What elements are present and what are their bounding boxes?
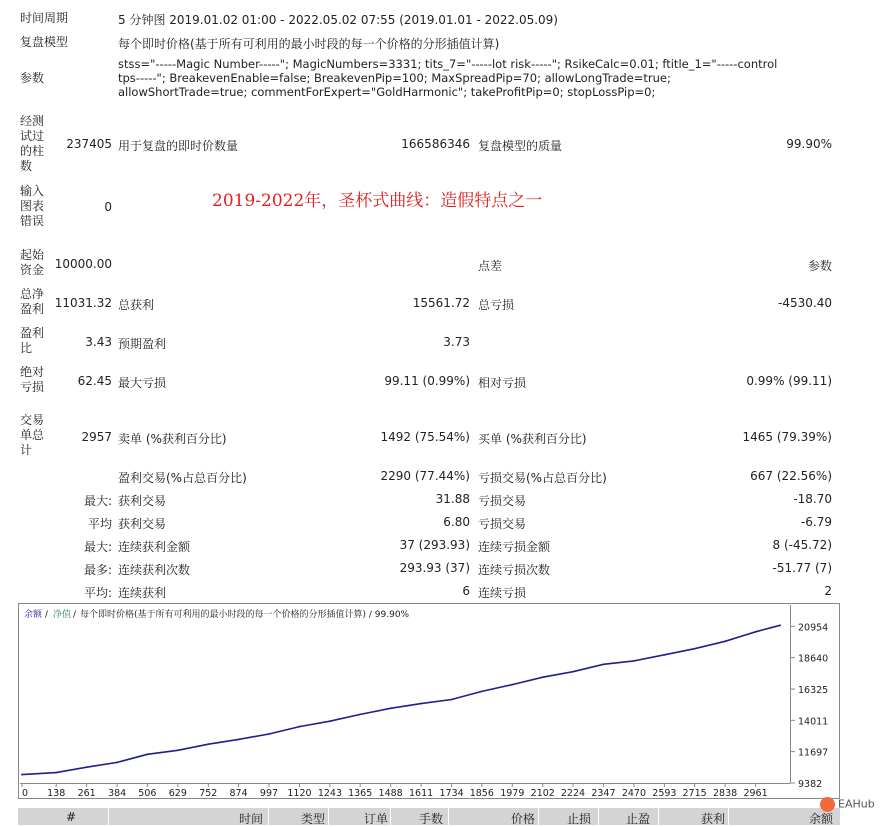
max-cons-prefix: 最大: [83, 540, 112, 554]
errors-label: 输入图表错误 [20, 184, 45, 228]
rel-dd-value: 0.99% (99.11) [746, 374, 832, 388]
x-tick-label: 2961 [743, 788, 768, 799]
net-value: 11031.32 [54, 296, 112, 310]
period-value: 5 分钟图 2019.01.02 01:00 - 2022.05.02 07:55 (2019.01.01 - 2022.05.09) [118, 13, 558, 27]
spread-label: 点差 [478, 259, 503, 273]
x-tick-label: 506 [138, 788, 157, 799]
max-cons-loss-label: 连续亏损金额 [478, 540, 551, 554]
header-separator [268, 808, 269, 825]
x-tick-label: 1734 [439, 788, 464, 799]
avg-loss-value: -6.79 [800, 515, 832, 529]
period-label: 时间周期 [20, 11, 69, 25]
bars-label: 经测试过的柱数 [20, 114, 45, 173]
avg-cons-win-label: 连续获利 [118, 586, 167, 600]
x-tick-label: 1488 [378, 788, 403, 799]
win-label: 盈利交易(%占总百分比) [118, 471, 247, 485]
gross-profit-value: 15561.72 [412, 296, 470, 310]
watermark [820, 797, 875, 812]
abs-dd-value: 62.45 [77, 374, 112, 388]
data-point [21, 774, 23, 776]
chart-frame [19, 604, 840, 799]
x-tick-label: 1120 [287, 788, 312, 799]
watermark-text: EAHub [838, 797, 875, 811]
abs-dd-label: 绝对亏损 [20, 365, 45, 394]
x-tick-label: 1611 [409, 788, 434, 799]
largest-prefix: 最大: [83, 494, 112, 508]
data-point [542, 676, 544, 678]
x-tick-label: 138 [47, 788, 66, 799]
params-value: stss="-----Magic Number-----"; MagicNumbers=3331; tits_7="-----lot risk-----"; RsikeCalc=0.01; ftitle_1="-----control tps-----"; BreakevenEnable=false; BreakevenPip=100; MaxSpreadPip=70; allowLongTrade=true; allowShortTrade=true; commentForExpert="GoldHarmonic"; takeProfitPip=0; stopLossPip=0; [118, 57, 778, 99]
header-separator [598, 808, 599, 825]
max-cons-win-label: 连续获利金额 [118, 540, 191, 554]
net-label: 总净盈利 [20, 287, 45, 316]
data-point [451, 699, 453, 701]
ticks-label: 用于复盘的即时价数量 [118, 139, 239, 153]
data-point [299, 726, 301, 728]
largest-win-label: 获利交易 [118, 494, 167, 508]
header-separator [108, 808, 109, 825]
column-header[interactable]: 时间 [238, 812, 263, 826]
quality-value: 99.90% [786, 137, 832, 151]
column-header[interactable]: 手数 [418, 812, 443, 826]
legend-balance: 余额 [24, 610, 43, 620]
largest-loss-value: -18.70 [793, 492, 832, 506]
column-header[interactable]: 止损 [566, 812, 591, 826]
max-cons-profit-value: 293.93 (37) [399, 561, 470, 575]
header-separator [390, 808, 391, 825]
x-tick-label: 1243 [317, 788, 343, 799]
trades-label: 交易单总计 [20, 413, 45, 457]
data-point [779, 624, 781, 626]
model-label: 复盘模型 [20, 35, 69, 49]
data-point [146, 753, 148, 755]
balance-chart [18, 603, 840, 799]
deposit-value: 10000.00 [54, 257, 112, 271]
trade-table-header [18, 808, 840, 825]
data-point [603, 663, 605, 665]
win-value: 2290 (77.44%) [380, 469, 470, 483]
avg-cons-loss-label: 连续亏损 [478, 586, 527, 600]
data-point [694, 648, 696, 650]
header-separator [328, 808, 329, 825]
x-tick-label: 2838 [712, 788, 738, 799]
data-point [663, 654, 665, 656]
avg-win-label: 获利交易 [118, 517, 167, 531]
payoff-label: 预期盈利 [118, 337, 167, 351]
legend-description: 每个即时价格(基于所有可利用的最小时段的每一个价格的分形插值计算) / 99.90% [80, 610, 410, 620]
chart-legend [24, 608, 410, 620]
data-point [86, 766, 88, 768]
data-point [390, 707, 392, 709]
x-tick-label: 752 [199, 788, 218, 799]
gross-loss-label: 总亏损 [478, 298, 515, 312]
data-point [116, 762, 118, 764]
y-tick-label: 14011 [798, 716, 829, 728]
errors-value: 0 [104, 200, 112, 214]
long-label: 买单 (%获利百分比) [478, 432, 587, 446]
x-tick-label: 0 [22, 788, 29, 799]
x-tick-label: 874 [229, 788, 248, 799]
model-value: 每个即时价格(基于所有可利用的最小时段的每一个价格的分形插值计算) [118, 37, 500, 51]
column-header[interactable]: 余额 [808, 812, 833, 826]
data-point [359, 713, 361, 715]
spread-value: 参数 [807, 259, 832, 273]
bars-value: 237405 [66, 137, 112, 151]
avg-cons-win-value: 6 [462, 584, 470, 598]
gross-profit-label: 总获利 [118, 298, 155, 312]
data-point [572, 671, 574, 673]
loss-value: 667 (22.56%) [750, 469, 832, 483]
legend-sep-1: / [45, 610, 49, 620]
loss-label: 亏损交易(%占总百分比) [478, 471, 607, 485]
short-label: 卖单 (%获利百分比) [118, 432, 227, 446]
gross-loss-value: -4530.40 [778, 296, 832, 310]
column-header[interactable]: 订单 [363, 812, 388, 826]
max-cons-profit-prefix: 最多: [83, 563, 112, 577]
pf-value: 3.43 [85, 335, 112, 349]
data-point [329, 720, 331, 722]
column-header[interactable]: 类型 [300, 812, 325, 826]
max-cons-lossamt-value: -51.77 (7) [772, 561, 832, 575]
max-dd-value: 99.11 (0.99%) [384, 374, 470, 388]
y-tick-label: 11697 [798, 747, 829, 759]
data-point [755, 631, 757, 633]
avg-cons-prefix: 平均: [83, 586, 112, 600]
eahub-logo-icon [820, 797, 835, 812]
x-tick-label: 997 [259, 788, 279, 799]
data-point [238, 739, 240, 741]
x-tick-label: 2347 [591, 788, 616, 799]
params-label: 参数 [20, 71, 45, 85]
data-point [268, 733, 270, 735]
avg-win-value: 6.80 [443, 515, 470, 529]
rel-dd-label: 相对亏损 [478, 376, 527, 390]
y-tick-label: 18640 [798, 653, 829, 665]
y-tick-label: 16325 [798, 685, 829, 697]
largest-loss-label: 亏损交易 [478, 494, 527, 508]
x-tick-label: 2593 [652, 788, 677, 799]
max-cons-loss-value: 8 (-45.72) [772, 538, 832, 552]
x-tick-label: 1979 [500, 788, 525, 799]
average-prefix: 平均 [87, 517, 112, 531]
legend-sep-2: / [73, 610, 77, 620]
x-tick-label: 384 [108, 788, 127, 799]
short-value: 1492 (75.54%) [380, 430, 470, 444]
long-value: 1465 (79.39%) [742, 430, 832, 444]
x-tick-label: 2470 [621, 788, 647, 799]
x-tick-label: 2715 [682, 788, 707, 799]
payoff-value: 3.73 [443, 335, 470, 349]
data-point [177, 749, 179, 751]
avg-loss-label: 亏损交易 [478, 517, 527, 531]
data-point [481, 690, 483, 692]
y-tick-label: 20954 [798, 622, 829, 634]
data-point [207, 743, 209, 745]
x-tick-label: 261 [77, 788, 96, 799]
largest-win-value: 31.88 [435, 492, 470, 506]
column-header[interactable]: 价格 [510, 812, 535, 826]
header-separator [538, 808, 539, 825]
x-tick-label: 1856 [469, 788, 494, 799]
header-separator [448, 808, 449, 825]
trades-value: 2957 [81, 430, 112, 444]
annotation-text: 2019-2022年，圣杯式曲线：造假特点之一 [212, 191, 543, 211]
x-tick-label: 2224 [560, 788, 586, 799]
column-header[interactable]: 获利 [700, 812, 725, 826]
max-cons-win-value: 37 (293.93) [399, 538, 470, 552]
x-tick-label: 2102 [530, 788, 555, 799]
column-header[interactable]: 止盈 [625, 812, 650, 826]
data-point [55, 772, 57, 774]
quality-label: 复盘模型的质量 [478, 139, 563, 153]
data-point [511, 684, 513, 686]
max-dd-label: 最大亏损 [118, 376, 167, 390]
y-tick-label: 9382 [798, 779, 823, 790]
x-tick-label: 1365 [348, 788, 373, 799]
ticks-value: 166586346 [401, 137, 470, 151]
legend-equity: 净值 [53, 610, 72, 620]
data-point [420, 703, 422, 705]
data-point [633, 660, 635, 662]
avg-cons-loss-value: 2 [824, 584, 832, 598]
header-separator [728, 808, 729, 825]
deposit-label: 起始资金 [20, 248, 45, 277]
header-separator [658, 808, 659, 825]
pf-label: 盈利比 [20, 326, 45, 355]
column-header[interactable]: # [65, 810, 76, 824]
max-cons-profit-label: 连续获利次数 [118, 563, 191, 577]
x-tick-label: 629 [168, 788, 187, 799]
max-cons-lossamt-label: 连续亏损次数 [478, 563, 551, 577]
data-point [724, 640, 726, 642]
